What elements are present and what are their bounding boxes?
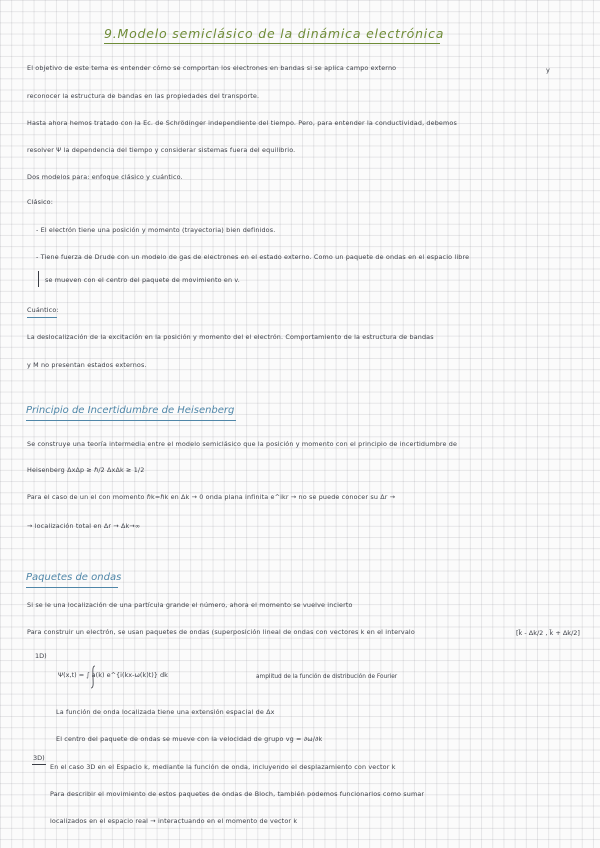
text-line-21: En el caso 3D en el Espacio k, mediante la función de onda, incluyendo el desplazamiento con vector k bbox=[50, 763, 396, 771]
text-line-2: reconocer la estructura de bandas en las propiedades del transporte. bbox=[27, 92, 260, 100]
label-3d: 3D) bbox=[33, 754, 45, 762]
text-line-23: localizados en el espacio real → interactuando en el momento de vector k bbox=[50, 817, 298, 825]
text-line-1: El objetivo de este tema es entender cómo se comportan los electrones en bandas si se aplica campo externo bbox=[27, 64, 397, 72]
section-heading-paquetes: Paquetes de ondas bbox=[26, 572, 122, 583]
text-line-6: Clásico: bbox=[27, 198, 54, 206]
text-line-5: Dos modelos para: enfoque clásico y cuántico. bbox=[27, 173, 183, 181]
text-line-1-end: y bbox=[546, 66, 550, 74]
cuantico-underline bbox=[27, 317, 57, 318]
title-underline bbox=[104, 43, 440, 44]
page-title: 9.Modelo semiclásico de la dinámica electrónica bbox=[104, 26, 445, 41]
heading-underline bbox=[26, 420, 236, 421]
text-line-7: - El electrón tiene una posición y momento (trayectoria) bien definidos. bbox=[36, 226, 276, 234]
text-line-3: Hasta ahora hemos tratado con la Ec. de Schrödinger independiente del tiempo. Pero, para entender la conductividad, debemos bbox=[27, 119, 457, 127]
text-line-22: Para describir el movimiento de estos paquetes de ondas de Bloch, también podemos funcionarlos como sumar bbox=[50, 790, 425, 798]
formula-note: amplitud de la función de distribución de Fourier bbox=[256, 674, 398, 680]
text-line-14: Heisenberg ΔxΔp ≥ ℏ/2 ΔxΔk ≥ 1/2 bbox=[27, 466, 145, 474]
text-line-16: → localización total en Δr → Δk→∞ bbox=[27, 522, 141, 530]
text-line-8: - Tiene fuerza de Drude con un modelo de gas de electrones en el estado externo. Como un paquete de ondas en el espacio libre bbox=[36, 253, 470, 261]
label-underline bbox=[32, 764, 46, 765]
text-line-18: Para construir un electrón, se usan paquetes de ondas (superposición lineal de ondas con vectores k en el intervalo bbox=[27, 628, 415, 636]
text-line-9: se mueven con el centro del paquete de movimiento en v. bbox=[45, 276, 240, 284]
text-line-19: La función de onda localizada tiene una extensión espacial de Δx bbox=[56, 708, 275, 716]
text-line-11: La deslocalización de la excitación en la posición y momento del el electrón. Comportamiento de la estructura de bandas bbox=[27, 333, 434, 341]
text-line-12: y M no presentan estados externos. bbox=[27, 361, 147, 369]
interval-bracket: [k̄ - Δk/2 , k̄ + Δk/2] bbox=[516, 629, 580, 637]
text-line-15: Para el caso de un el con momento ℏk=ℏk en Δk → 0 onda plana infinita e^ikr → no se puede conocer su Δr → bbox=[27, 493, 396, 501]
formula-wavepacket: Ψ(x,t) = ∫ a(k) e^{i(kx-ω(k)t)} dk bbox=[58, 671, 168, 679]
text-line-20: El centro del paquete de ondas se mueve con la velocidad de grupo vg = ∂ω/∂k bbox=[56, 735, 323, 743]
text-line-17: Si se le una localización de una partícula grande el número, ahora el momento se vuelve incierto bbox=[27, 601, 353, 609]
text-line-13: Se construye una teoría intermedia entre el modelo semiclásico que la posición y momento con el principio de incertidumbre de bbox=[27, 440, 458, 448]
label-1d: 1D) bbox=[35, 652, 47, 660]
heading-underline bbox=[26, 587, 118, 588]
text-line-10: Cuántico: bbox=[27, 306, 59, 314]
bracket-mark bbox=[38, 271, 39, 287]
section-heading-heisenberg: Principio de Incertidumbre de Heisenberg bbox=[26, 405, 235, 416]
text-line-4: resolver Ψ la dependencia del tiempo y considerar sistemas fuera del equilibrio. bbox=[27, 146, 296, 154]
integral-sign bbox=[88, 664, 98, 690]
